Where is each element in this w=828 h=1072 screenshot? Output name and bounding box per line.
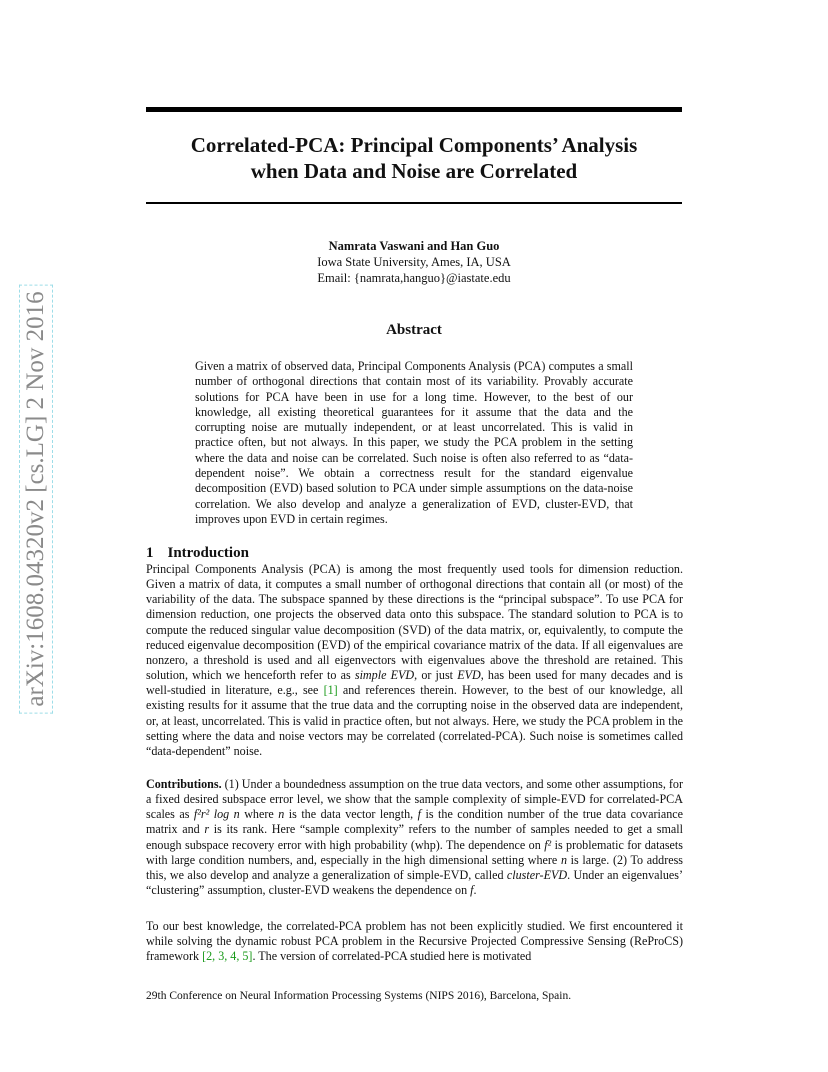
contrib-text-d: is the condition number of the true data covariance matrix and	[146, 807, 683, 837]
contrib-text-g: is large. (2) To address this, we also develop and analyze a generalization of simple-EVD, called	[146, 852, 683, 882]
intro-text-a: Principal Components Analysis (PCA) is among the most frequently used tools for dimension reduction. Given a matrix of data, it computes a small number of orthogonal directions that contain all (or most) of the variability of the data. The subspace spanned by these directions is the “principal subspace”. To use PCA for dimension reduction, one projects the observed data onto this subspace. The standard solution to PCA is to compute the reduced singular value decomposition (SVD) of the data matrix, or, equivalently, to compute the reduced eigenvalue decomposition (EVD) of the empirical covariance matrix of the data. If all eigenvalues are nonzero, a threshold is used and all eigenvectors with eigenvalues above the threshold are retained. This solution, which we henceforth refer to as	[146, 562, 683, 683]
math-r: r	[204, 822, 210, 837]
title-rule-bottom	[146, 202, 682, 204]
title-line-2: when Data and Noise are Correlated	[250, 159, 578, 183]
section-title: Introduction	[167, 545, 249, 561]
contrib-text-a: (1) Under a boundedness assumption on the true data vectors, and some other assumptions, for a fixed desired subspace error level, we show that the sample complexity of simple-EVD for correlated-PCA scales as	[146, 777, 683, 822]
contrib-text-f: is problematic for datasets with large condition numbers, and, especially in the high dimensional setting where	[146, 837, 683, 867]
contrib-text-e: is its rank. Here “sample complexity” refers to the number of samples needed to get a small enough subspace recovery error with high probability (whp). The dependence on	[146, 822, 684, 852]
math-n: n	[278, 807, 285, 822]
title-rule-top	[146, 107, 682, 112]
motivation-paragraph	[146, 919, 683, 964]
p3-text-a: To our best knowledge, the correlated-PCA problem has not been explicitly studied. We first encountered it while solving the dynamic robust PCA problem in the Recursive Projected Compressive Sensing (ReProCS) framework	[146, 919, 683, 964]
section-number: 1	[146, 545, 154, 561]
citation-link[interactable]: [1]	[323, 683, 338, 698]
paper-title	[146, 132, 682, 184]
contrib-text-h: . Under an eigenvalues’ “clustering” assumption, cluster-EVD weakens the dependence on	[146, 867, 684, 898]
math-expression: f²r² log n	[193, 807, 240, 822]
conference-footer: 29th Conference on Neural Information Processing Systems (NIPS 2016), Barcelona, Spain.	[146, 990, 572, 1002]
term-evd: EVD	[457, 668, 481, 683]
term-cluster-evd: cluster-EVD	[506, 867, 568, 882]
intro-paragraph	[146, 562, 683, 759]
abstract-heading: Abstract	[386, 322, 442, 338]
intro-text-d: and references therein. However, to the best of our knowledge, all existing results for it assume that the true data and the corrupting noise in the observed data are independent, or, at least, uncorrelated. This is valid in practice often, but not always. Here, we study the PCA problem in the setting where the data and noise vectors may be correlated (correlated-PCA). Such noise is sometimes called “data-dependent” noise.	[146, 683, 684, 758]
math-f: f	[417, 807, 422, 822]
term-simple-evd: simple EVD	[354, 668, 415, 683]
citation-links[interactable]: [2, 3, 4, 5]	[202, 949, 253, 964]
abstract-text: Given a matrix of observed data, Principal Components Analysis (PCA) computes a small number of orthogonal directions that contain most of its variability. Provably accurate solutions for PCA have been in use for a long time. However, to the best of our knowledge, all existing theoretical guarantees for it assume that the data and the corrupting noise are mutually independent, or at least uncorrelated. This is valid in practice often, but not always. In this paper, we study the PCA problem in the setting where the data and noise can be correlated. Such noise is often also referred to as “data-dependent noise”. We obtain a correctness result for the standard eigenvalue decomposition (EVD) based solution to PCA under simple assumptions on the data-noise correlation. We also develop and analyze a generalization of EVD, cluster-EVD, that improves upon EVD in certain regimes.	[195, 359, 633, 526]
arxiv-watermark[interactable]: arXiv:1608.04320v2 [cs.LG] 2 Nov 2016	[20, 285, 52, 712]
email: Email: {namrata,hanguo}@iastate.edu	[317, 271, 511, 285]
intro-text-b: , or just	[414, 668, 458, 683]
math-f-squared: f²	[544, 837, 552, 852]
author-block	[146, 238, 682, 286]
contributions-heading: Contributions.	[146, 777, 222, 791]
title-line-1: Correlated-PCA: Principal Components’ Analysis	[190, 133, 638, 157]
p3-text-b: . The version of correlated-PCA studied here is motivated	[252, 949, 532, 964]
math-n-2: n	[560, 852, 567, 867]
contributions-paragraph	[146, 777, 683, 898]
contrib-text-c: is the data vector length,	[284, 807, 418, 822]
affiliation: Iowa State University, Ames, IA, USA	[317, 255, 511, 269]
contrib-text-i: .	[473, 883, 477, 898]
intro-text-c: , has been used for many decades and is well-studied in literature, e.g., see	[146, 668, 684, 698]
section-heading	[146, 545, 249, 562]
contrib-text-b: where	[239, 807, 279, 822]
math-f-2: f	[470, 883, 474, 898]
author-names: Namrata Vaswani and Han Guo	[328, 239, 500, 253]
